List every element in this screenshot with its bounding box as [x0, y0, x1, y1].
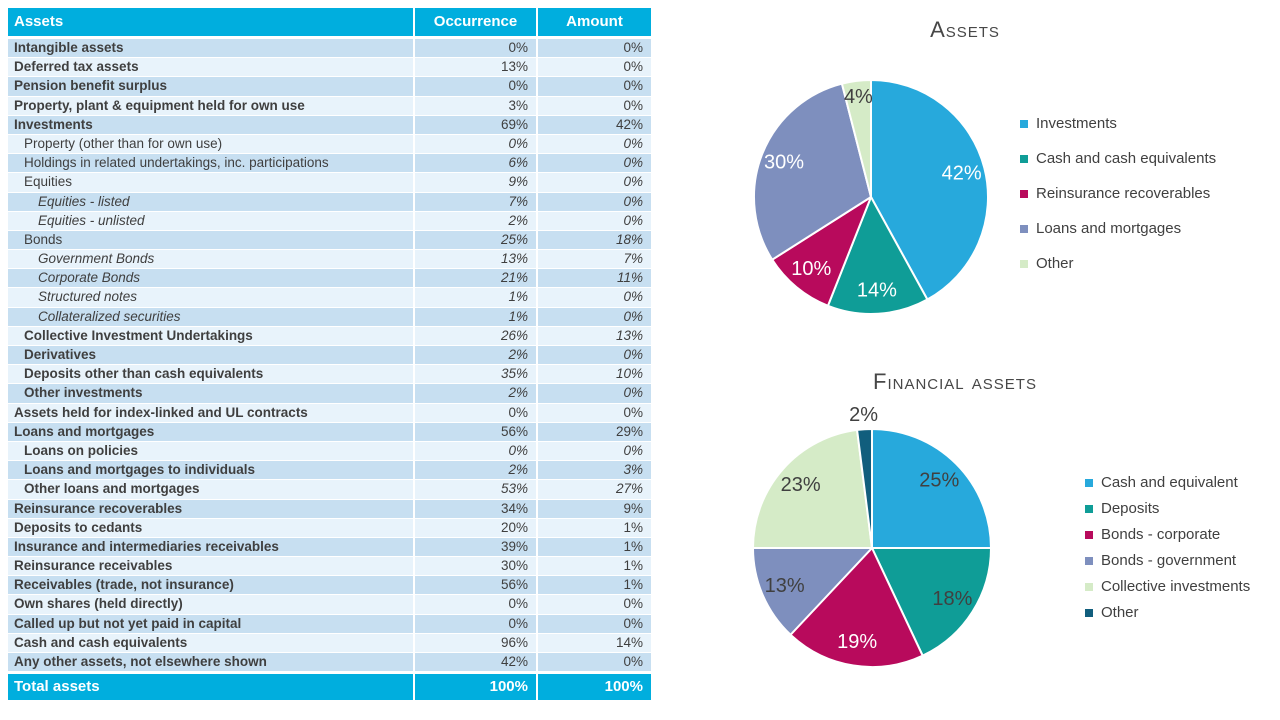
pie-slice-label: 23% [780, 474, 821, 496]
legend-marker-icon [1085, 479, 1093, 487]
row-occurrence-value: 0% [413, 442, 536, 460]
legend-marker-icon [1085, 531, 1093, 539]
table-row [8, 595, 651, 614]
table-row [8, 576, 651, 595]
row-amount-value: 0% [536, 212, 651, 230]
row-label: Property (other than for own use) [24, 135, 223, 151]
row-amount-value: 0% [536, 288, 651, 306]
row-amount-value: 0% [536, 97, 651, 115]
legend-marker-icon [1020, 260, 1028, 268]
row-amount-value: 0% [536, 39, 651, 57]
table-row [8, 653, 651, 672]
row-label: Pension benefit surplus [14, 78, 168, 94]
row-occurrence-value: 96% [413, 634, 536, 652]
table-row [8, 423, 651, 442]
row-occurrence-value: 39% [413, 538, 536, 556]
table-row [8, 538, 651, 557]
legend-item [1020, 256, 1216, 272]
row-occurrence-value: 6% [413, 154, 536, 172]
legend-marker-icon [1085, 583, 1093, 591]
row-occurrence-value: 0% [413, 135, 536, 153]
table-row [8, 193, 651, 212]
table-row [8, 173, 651, 192]
row-amount-value: 0% [536, 404, 651, 422]
row-amount-value: 0% [536, 193, 651, 211]
legend-marker-icon [1085, 609, 1093, 617]
legend-label: Cash and equivalent [1101, 474, 1238, 491]
row-label: Investments [14, 116, 93, 132]
assets-table [8, 8, 651, 700]
table-row [8, 269, 651, 288]
table-row [8, 231, 651, 250]
legend-item [1085, 605, 1250, 621]
row-amount-value: 3% [536, 461, 651, 479]
table-row [8, 346, 651, 365]
financial-assets-pie-legend [1085, 475, 1250, 631]
legend-item [1085, 579, 1250, 595]
legend-item [1085, 553, 1250, 569]
row-amount-value: 14% [536, 634, 651, 652]
row-label: Deposits other than cash equivalents [24, 366, 264, 382]
row-occurrence-value: 0% [413, 404, 536, 422]
row-label: Other investments [24, 385, 143, 401]
row-amount-value: 0% [536, 58, 651, 76]
row-occurrence-value: 25% [413, 231, 536, 249]
row-label: Cash and cash equivalents [14, 634, 188, 650]
row-amount-value: 1% [536, 519, 651, 537]
legend-item [1085, 527, 1250, 543]
legend-item [1085, 475, 1250, 491]
table-row [8, 97, 651, 116]
legend-label: Cash and cash equivalents [1036, 150, 1217, 167]
legend-label: Investments [1036, 115, 1117, 132]
row-occurrence-value: 13% [413, 250, 536, 268]
table-row [8, 135, 651, 154]
row-amount-value: 11% [536, 269, 651, 287]
row-label: Reinsurance recoverables [14, 500, 183, 516]
table-row [8, 365, 651, 384]
row-amount-value: 1% [536, 557, 651, 575]
row-amount-value: 0% [536, 173, 651, 191]
row-amount-value: 0% [536, 77, 651, 95]
row-amount-value: 18% [536, 231, 651, 249]
row-amount-value: 13% [536, 327, 651, 345]
row-occurrence-value: 13% [413, 58, 536, 76]
row-label: Government Bonds [38, 251, 155, 267]
row-amount-value: 0% [536, 595, 651, 613]
row-amount-value: 27% [536, 480, 651, 498]
row-label: Called up but not yet paid in capital [14, 615, 242, 631]
legend-marker-icon [1020, 225, 1028, 233]
legend-item [1020, 116, 1216, 132]
row-occurrence-value: 2% [413, 461, 536, 479]
total-row-label: Total assets [14, 678, 100, 696]
legend-label: Other [1101, 604, 1139, 621]
row-label: Other loans and mortgages [24, 481, 200, 497]
pie-slice-label: 13% [764, 574, 805, 597]
table-row [8, 212, 651, 231]
total-row-occurrence: 100% [413, 674, 536, 700]
row-occurrence-value: 0% [413, 595, 536, 613]
legend-label: Loans and mortgages [1036, 220, 1182, 237]
row-amount-value: 0% [536, 346, 651, 364]
table-row [8, 250, 651, 269]
legend-label: Collective investments [1101, 578, 1251, 595]
table-row [8, 500, 651, 519]
table-row [8, 58, 651, 77]
row-occurrence-value: 0% [413, 77, 536, 95]
row-occurrence-value: 2% [413, 212, 536, 230]
row-label: Equities - listed [38, 193, 130, 209]
table-row [8, 519, 651, 538]
table-row [8, 288, 651, 307]
row-occurrence-value: 7% [413, 193, 536, 211]
pie-slice-label: 25% [919, 469, 960, 492]
row-label: Receivables (trade, not insurance) [14, 577, 234, 593]
row-occurrence-value: 2% [413, 384, 536, 402]
row-occurrence-value: 26% [413, 327, 536, 345]
table-row [8, 39, 651, 58]
pie-slice-label: 30% [763, 151, 805, 174]
legend-item [1020, 221, 1216, 237]
legend-item [1085, 501, 1250, 517]
row-occurrence-value: 69% [413, 116, 536, 134]
legend-label: Bonds - corporate [1101, 526, 1221, 543]
row-occurrence-value: 30% [413, 557, 536, 575]
legend-marker-icon [1020, 155, 1028, 163]
chart-title-assets: Assets [930, 17, 1000, 42]
row-occurrence-value: 53% [413, 480, 536, 498]
table-row [8, 461, 651, 480]
pie-slice-label: 42% [941, 162, 982, 185]
row-label: Collective Investment Undertakings [24, 327, 253, 343]
table-row [8, 480, 651, 499]
table-row [8, 404, 651, 423]
pie-slice-label: 2% [849, 404, 879, 426]
row-label: Corporate Bonds [38, 270, 141, 286]
row-label: Deferred tax assets [14, 59, 139, 75]
table-row [8, 634, 651, 653]
assets-pie-chart [741, 67, 1001, 327]
row-amount-value: 10% [536, 365, 651, 383]
legend-label: Reinsurance recoverables [1036, 185, 1211, 202]
row-occurrence-value: 56% [413, 576, 536, 594]
row-label: Holdings in related undertakings, inc. participations [24, 155, 329, 171]
legend-marker-icon [1020, 190, 1028, 198]
row-occurrence-value: 21% [413, 269, 536, 287]
row-amount-value: 42% [536, 116, 651, 134]
row-occurrence-value: 2% [413, 346, 536, 364]
legend-item [1020, 186, 1216, 202]
row-amount-value: 0% [536, 308, 651, 326]
pie-slice-label: 14% [856, 279, 897, 302]
pie-slice-label: 4% [843, 86, 873, 109]
row-amount-value: 9% [536, 500, 651, 518]
table-row [8, 116, 651, 135]
assets-pie-legend [1020, 116, 1216, 291]
table-row [8, 308, 651, 327]
row-occurrence-value: 0% [413, 39, 536, 57]
legend-label: Deposits [1101, 500, 1160, 517]
table-total-row [8, 674, 651, 700]
table-row [8, 557, 651, 576]
row-label: Bonds [24, 231, 63, 247]
row-label: Deposits to cedants [14, 519, 143, 535]
row-amount-value: 0% [536, 442, 651, 460]
row-label: Derivatives [24, 347, 97, 362]
row-label: Intangible assets [14, 40, 124, 55]
table-row [8, 615, 651, 634]
row-label: Loans and mortgages [14, 423, 155, 439]
row-label: Collateralized securities [38, 308, 181, 324]
row-occurrence-value: 3% [413, 97, 536, 115]
table-body [8, 39, 651, 672]
pie-slice-label: 19% [837, 631, 878, 653]
column-header-amount: Amount [536, 8, 651, 36]
row-amount-value: 0% [536, 135, 651, 153]
row-occurrence-value: 56% [413, 423, 536, 441]
column-header-assets: Assets [14, 13, 64, 30]
row-amount-value: 29% [536, 423, 651, 441]
row-label: Own shares (held directly) [14, 596, 183, 612]
row-occurrence-value: 35% [413, 365, 536, 383]
row-amount-value: 7% [536, 250, 651, 268]
table-row [8, 77, 651, 96]
legend-marker-icon [1085, 557, 1093, 565]
row-label: Insurance and intermediaries receivables [14, 538, 279, 554]
row-occurrence-value: 42% [413, 653, 536, 671]
row-label: Property, plant & equipment held for own use [14, 97, 305, 113]
row-amount-value: 0% [536, 154, 651, 172]
row-occurrence-value: 0% [413, 615, 536, 633]
row-amount-value: 0% [536, 653, 651, 671]
table-header-row [8, 8, 651, 36]
row-label: Reinsurance receivables [14, 558, 173, 574]
row-label: Assets held for index-linked and UL contracts [14, 404, 308, 420]
table-row [8, 327, 651, 346]
row-amount-value: 1% [536, 576, 651, 594]
chart-title-financial-assets: Financial assets [873, 369, 1037, 394]
row-label: Loans and mortgages to individuals [24, 462, 256, 478]
total-row-amount: 100% [536, 674, 651, 700]
row-label: Loans on policies [24, 442, 139, 458]
table-row [8, 442, 651, 461]
legend-marker-icon [1085, 505, 1093, 513]
legend-marker-icon [1020, 120, 1028, 128]
financial-assets-pie-chart [742, 404, 1002, 678]
row-label: Any other assets, not elsewhere shown [14, 654, 267, 669]
row-occurrence-value: 1% [413, 308, 536, 326]
row-label: Equities - unlisted [38, 212, 145, 228]
row-occurrence-value: 20% [413, 519, 536, 537]
pie-slice-label: 10% [791, 258, 832, 281]
row-occurrence-value: 1% [413, 288, 536, 306]
legend-item [1020, 151, 1216, 167]
table-row [8, 384, 651, 403]
row-label: Structured notes [38, 289, 138, 305]
row-occurrence-value: 34% [413, 500, 536, 518]
row-amount-value: 1% [536, 538, 651, 556]
row-amount-value: 0% [536, 615, 651, 633]
column-header-occurrence: Occurrence [413, 8, 536, 36]
row-occurrence-value: 9% [413, 173, 536, 191]
pie-slice-label: 18% [932, 588, 973, 610]
row-label: Equities [24, 174, 73, 190]
table-row [8, 154, 651, 173]
legend-label: Other [1036, 255, 1074, 272]
legend-label: Bonds - government [1101, 552, 1237, 569]
row-amount-value: 0% [536, 384, 651, 402]
